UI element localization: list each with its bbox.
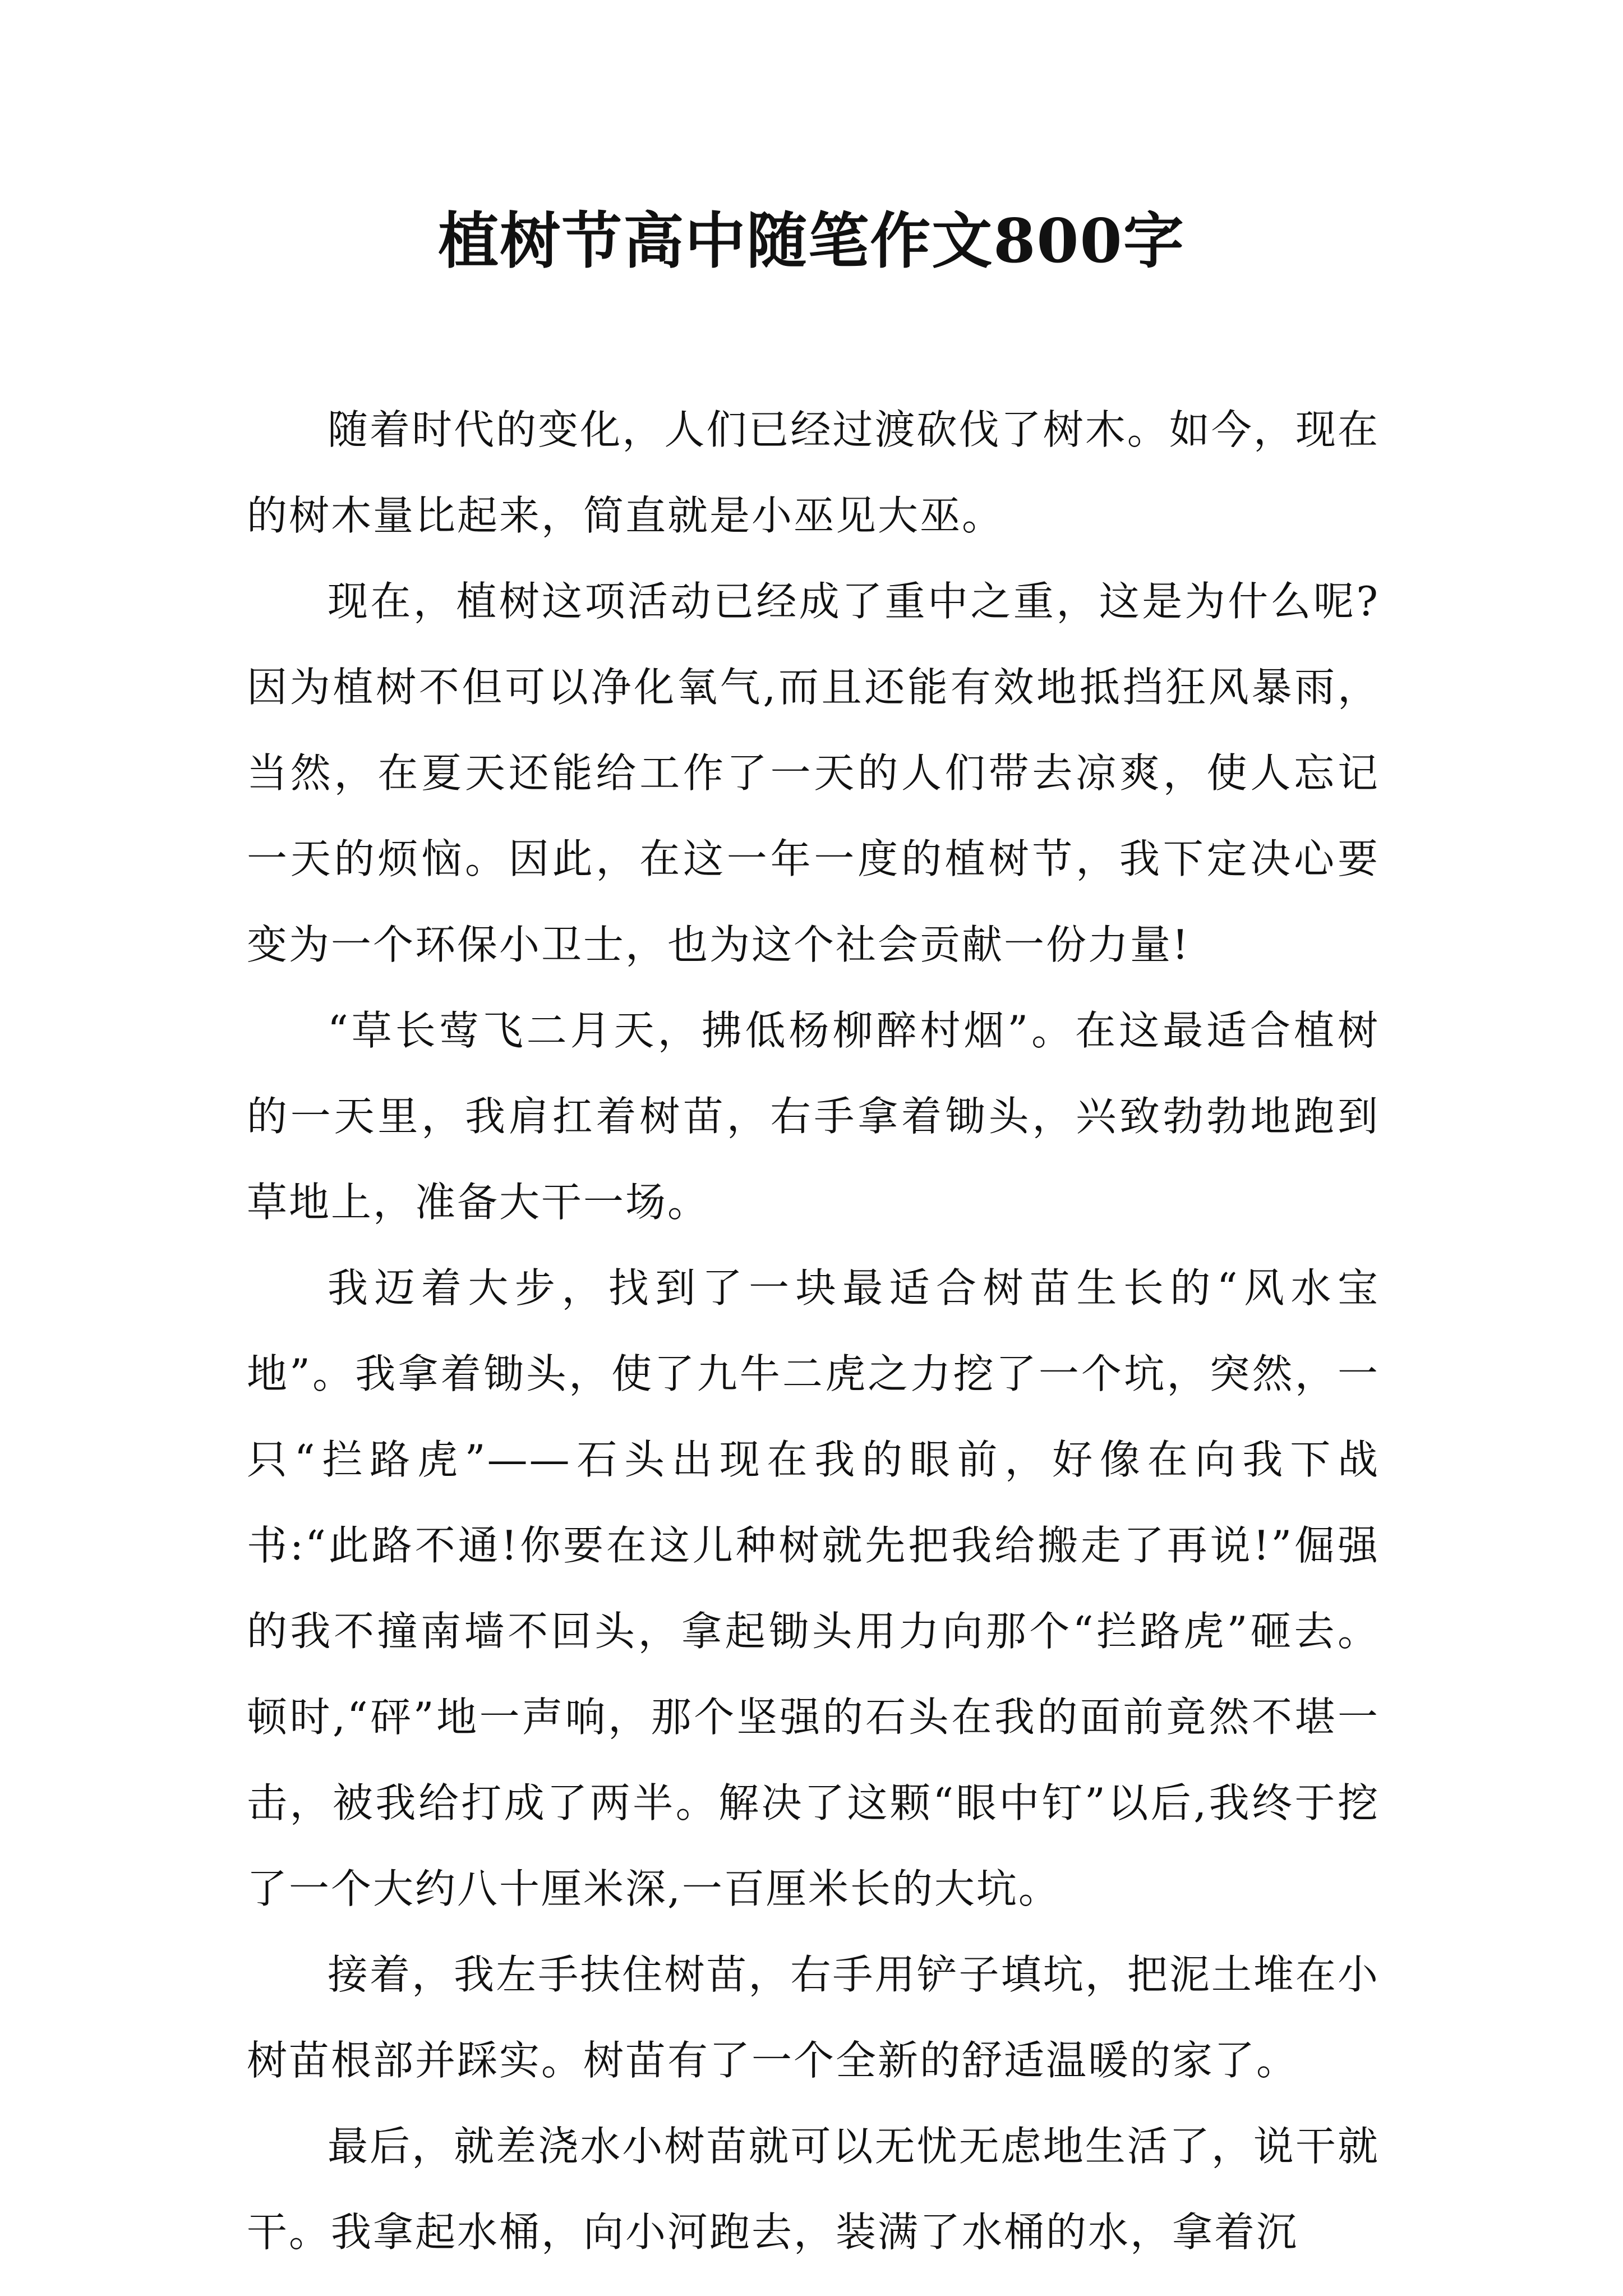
paragraph: “草长莺飞二月天，拂低杨柳醉村烟”。在这最适合植树的一天里，我肩扛着树苗，右手拿着锄头，兴致勃勃地跑到草地上，准备大干一场。 [247, 1007, 1380, 1226]
document-body [247, 387, 1380, 2275]
paragraph: 现在，植树这项活动已经成了重中之重，这是为什么呢?因为植树不但可以净化氧气,而且还能有效地抵挡狂风暴雨，当然，在夏天还能给工作了一天的人们带去凉爽，使人忘记一天的烦恼。因此，在这一年一度的植树节，我下定决心要变为一个环保小卫士，也为这个社会贡献一份力量! [247, 578, 1380, 968]
document-title: 植树节高中随笔作文800字 [438, 206, 1185, 277]
paragraph: 我迈着大步，找到了一块最适合树苗生长的“风水宝地”。我拿着锄头，使了九牛二虎之力挖了一个坑，突然，一只“拦路虎”——石头出现在我的眼前，好像在向我下战书:“此路不通!你要在这儿种树就先把我给搬走了再说!”倔强的我不撞南墙不回头，拿起锄头用力向那个“拦路虎”砸去。顿时,“砰”地一声响，那个坚强的石头在我的面前竟然不堪一击，被我给打成了两半。解决了这颗“眼中钉”以后,我终于挖了一个大约八十厘米深,一百厘米长的大坑。 [247, 1264, 1380, 1912]
paragraph: 最后，就差浇水小树苗就可以无忧无虑地生活了，说干就干。我拿起水桶，向小河跑去，装满了水桶的水，拿着沉 [247, 2123, 1380, 2256]
paragraph: 接着，我左手扶住树苗，右手用铲子填坑，把泥土堆在小树苗根部并踩实。树苗有了一个全新的舒适温暖的家了。 [247, 1951, 1380, 2084]
paragraph: 随着时代的变化，人们已经过渡砍伐了树木。如今，现在的树木量比起来，简直就是小巫见大巫。 [247, 406, 1380, 539]
